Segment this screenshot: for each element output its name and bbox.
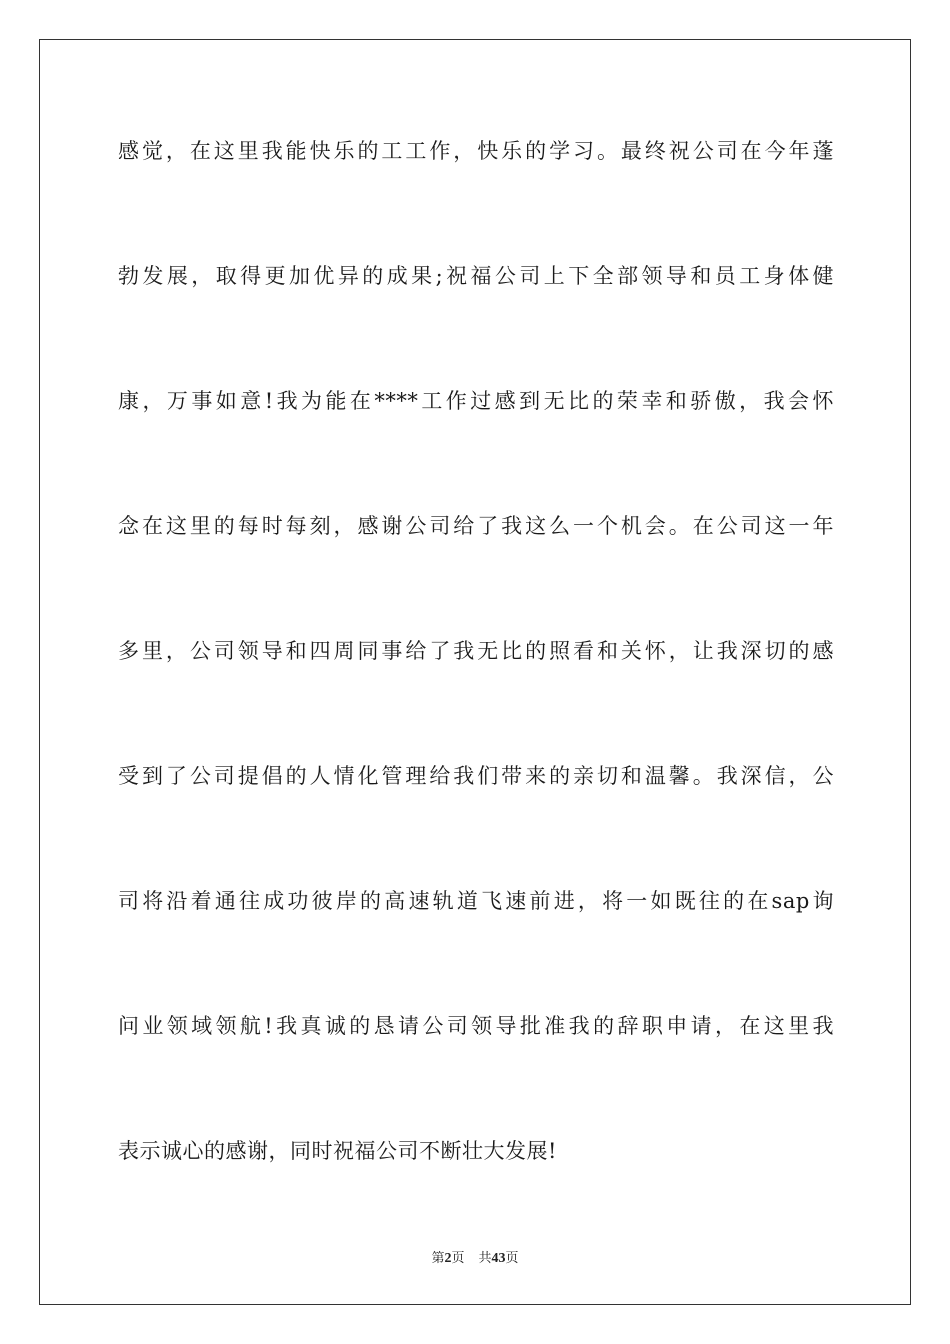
page-suffix: 页	[451, 1251, 465, 1266]
text-line-6: 受到了公司提倡的人情化管理给我们带来的亲切和温馨。我深信，公	[118, 764, 834, 788]
text-line-1: 感觉，在这里我能快乐的工工作，快乐的学习。最终祝公司在今年蓬	[118, 139, 834, 163]
text-line-4: 念在这里的每时每刻，感谢公司给了我这么一个机会。在公司这一年	[118, 514, 834, 538]
text-line-7: 司将沿着通往成功彼岸的高速轨道飞速前进，将一如既往的在sap询	[118, 889, 834, 913]
text-line-5: 多里，公司领导和四周同事给了我无比的照看和关怀，让我深切的感	[118, 639, 834, 663]
text-line-9: 表示诚心的感谢，同时祝福公司不断壮大发展!	[118, 1139, 557, 1163]
total-suffix: 页	[505, 1251, 519, 1266]
page-number: 2	[444, 1251, 452, 1266]
text-line-2: 勃发展，取得更加优异的成果;祝福公司上下全部领导和员工身体健	[118, 264, 834, 288]
total-prefix: 共	[478, 1251, 492, 1266]
page-footer	[0, 1247, 950, 1267]
text-line-8: 问业领域领航!我真诚的恳请公司领导批准我的辞职申请，在这里我	[118, 1014, 834, 1038]
document-body	[118, 131, 834, 1256]
page-prefix: 第	[431, 1251, 445, 1266]
total-pages: 43	[491, 1251, 506, 1266]
text-line-3: 康，万事如意!我为能在****工作过感到无比的荣幸和骄傲，我会怀	[118, 389, 834, 413]
